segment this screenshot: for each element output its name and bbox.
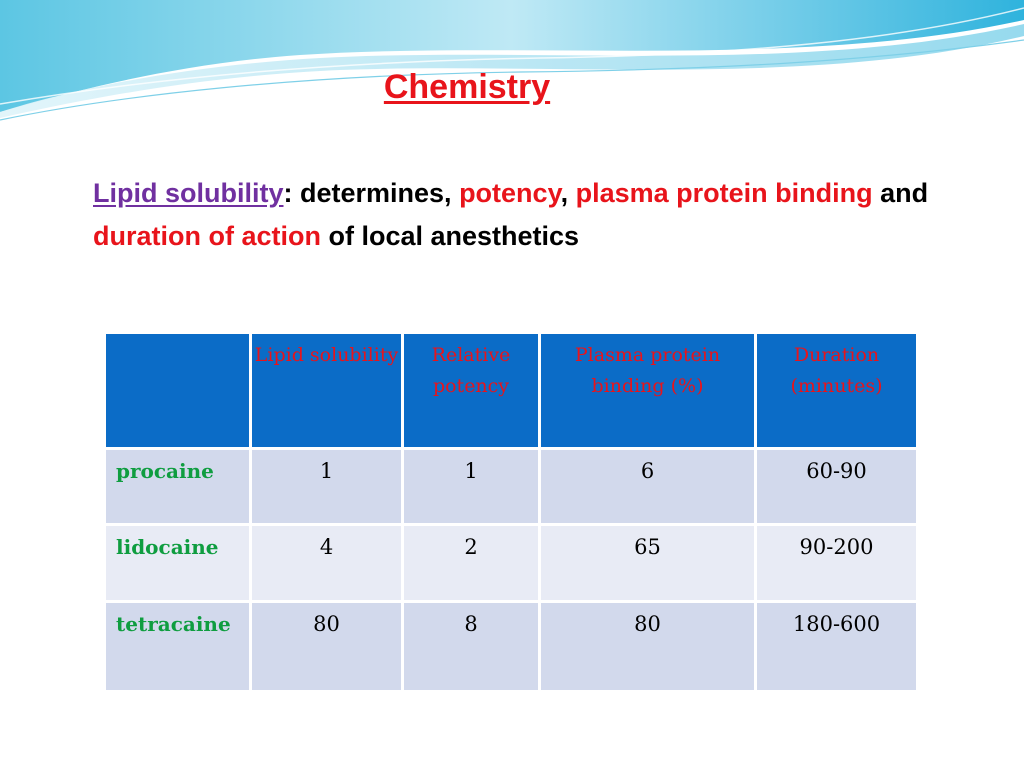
intro-and: and xyxy=(872,178,929,208)
binding-value: 65 xyxy=(540,525,756,602)
term-potency: potency xyxy=(459,178,561,208)
term-plasma-protein-binding: plasma protein binding xyxy=(575,178,873,208)
binding-value: 6 xyxy=(540,449,756,525)
table-row xyxy=(105,525,918,602)
lipid-value: 4 xyxy=(251,525,403,602)
drug-name: lidocaine xyxy=(105,525,251,602)
anesthetics-table xyxy=(103,331,919,693)
decorative-wave-banner xyxy=(0,0,1024,130)
table-row xyxy=(105,449,918,525)
intro-rest: of local anesthetics xyxy=(320,221,580,251)
header-relative-potency: Relative potency xyxy=(403,333,540,449)
term-duration-of-action: duration of action xyxy=(93,221,321,251)
header-duration: Duration (minutes) xyxy=(756,333,918,449)
duration-value: 180-600 xyxy=(756,602,918,692)
slide-title: Chemistry xyxy=(383,68,551,106)
drug-name: tetracaine xyxy=(105,602,251,692)
intro-text xyxy=(93,172,973,258)
drug-name: procaine xyxy=(105,449,251,525)
term-lipid-solubility: Lipid solubility xyxy=(93,178,284,208)
header-lipid-solubility: Lipid solubility xyxy=(251,333,403,449)
table-row xyxy=(105,602,918,692)
potency-value: 1 xyxy=(403,449,540,525)
potency-value: 2 xyxy=(403,525,540,602)
binding-value: 80 xyxy=(540,602,756,692)
header-plasma-protein-binding: Plasma protein binding (%) xyxy=(540,333,756,449)
duration-value: 60-90 xyxy=(756,449,918,525)
intro-comma: , xyxy=(560,178,576,208)
lipid-value: 1 xyxy=(251,449,403,525)
intro-separator: : determines, xyxy=(283,178,460,208)
potency-value: 8 xyxy=(403,602,540,692)
header-blank xyxy=(105,333,251,449)
duration-value: 90-200 xyxy=(756,525,918,602)
table-header-row xyxy=(105,333,918,449)
lipid-value: 80 xyxy=(251,602,403,692)
